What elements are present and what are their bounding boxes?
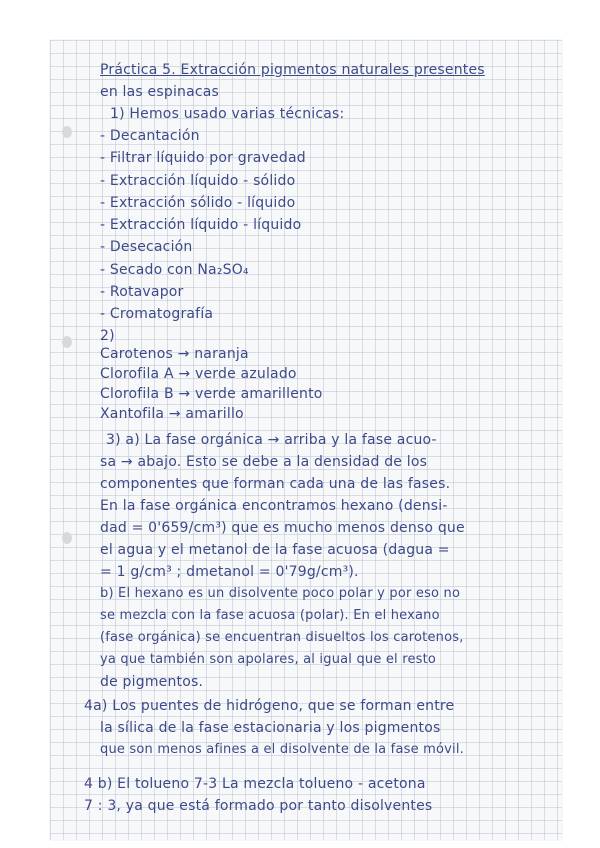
answer-line: b) El hexano es un disolvente poco polar y por eso no xyxy=(100,586,461,601)
answer-line: 3) a) La fase orgánica → arriba y la fase acuo- xyxy=(106,432,437,448)
answer-line: el agua y el metanol de la fase acuosa (dagua = xyxy=(100,542,450,558)
technique-item: - Extracción líquido - sólido xyxy=(100,173,296,189)
heading-line: en las espinacas xyxy=(100,84,220,100)
technique-item: - Decantación xyxy=(100,128,200,144)
answer-line: la sílica de la fase estacionaria y los pigmentos xyxy=(100,720,441,736)
answer-line: se mezcla con la fase acuosa (polar). En el hexano xyxy=(100,608,440,623)
pigment-item: Carotenos → naranja xyxy=(100,346,249,362)
binder-hole xyxy=(62,126,72,138)
technique-item: - Rotavapor xyxy=(100,284,184,300)
technique-item: - Extracción sólido - líquido xyxy=(100,195,296,211)
answer-line: En la fase orgánica encontramos hexano (densi- xyxy=(100,498,448,514)
answer-line: 4a) Los puentes de hidrógeno, que se forman entre xyxy=(84,698,455,714)
pigment-item: Clorofila B → verde amarillento xyxy=(100,386,323,402)
binder-hole xyxy=(62,336,72,348)
technique-item: - Cromatografía xyxy=(100,306,214,322)
heading-line: Práctica 5. Extracción pigmentos naturales presentes xyxy=(100,62,485,78)
technique-item: - Extracción líquido - líquido xyxy=(100,217,302,233)
answer-line: ya que también son apolares, al igual que el resto xyxy=(100,652,437,667)
binder-hole xyxy=(62,532,72,544)
answer-line: sa → abajo. Esto se debe a la densidad de los xyxy=(100,454,428,470)
technique-item: - Secado con Na₂SO₄ xyxy=(100,262,249,278)
answer-line: (fase orgánica) se encuentran disueltos los carotenos, xyxy=(100,630,464,645)
answer-line: que son menos afines a el disolvente de la fase móvil. xyxy=(100,742,464,757)
section-1-title: 1) Hemos usado varias técnicas: xyxy=(110,106,345,122)
notebook-page xyxy=(50,40,562,840)
technique-item: - Desecación xyxy=(100,239,193,255)
pigment-item: Xantofila → amarillo xyxy=(100,406,244,422)
answer-line: 4 b) El tolueno 7-3 La mezcla tolueno - acetona xyxy=(84,776,426,792)
answer-line: dad = 0'659/cm³) que es mucho menos denso que xyxy=(100,520,465,536)
pigment-item: Clorofila A → verde azulado xyxy=(100,366,297,382)
answer-line: componentes que forman cada una de las fases. xyxy=(100,476,451,492)
answer-line: = 1 g/cm³ ; dmetanol = 0'79g/cm³). xyxy=(100,564,359,580)
technique-item: - Filtrar líquido por gravedad xyxy=(100,150,306,166)
section-2-title: 2) xyxy=(100,328,115,344)
answer-line: de pigmentos. xyxy=(100,674,204,690)
answer-line: 7 : 3, ya que está formado por tanto disolventes xyxy=(84,798,433,814)
